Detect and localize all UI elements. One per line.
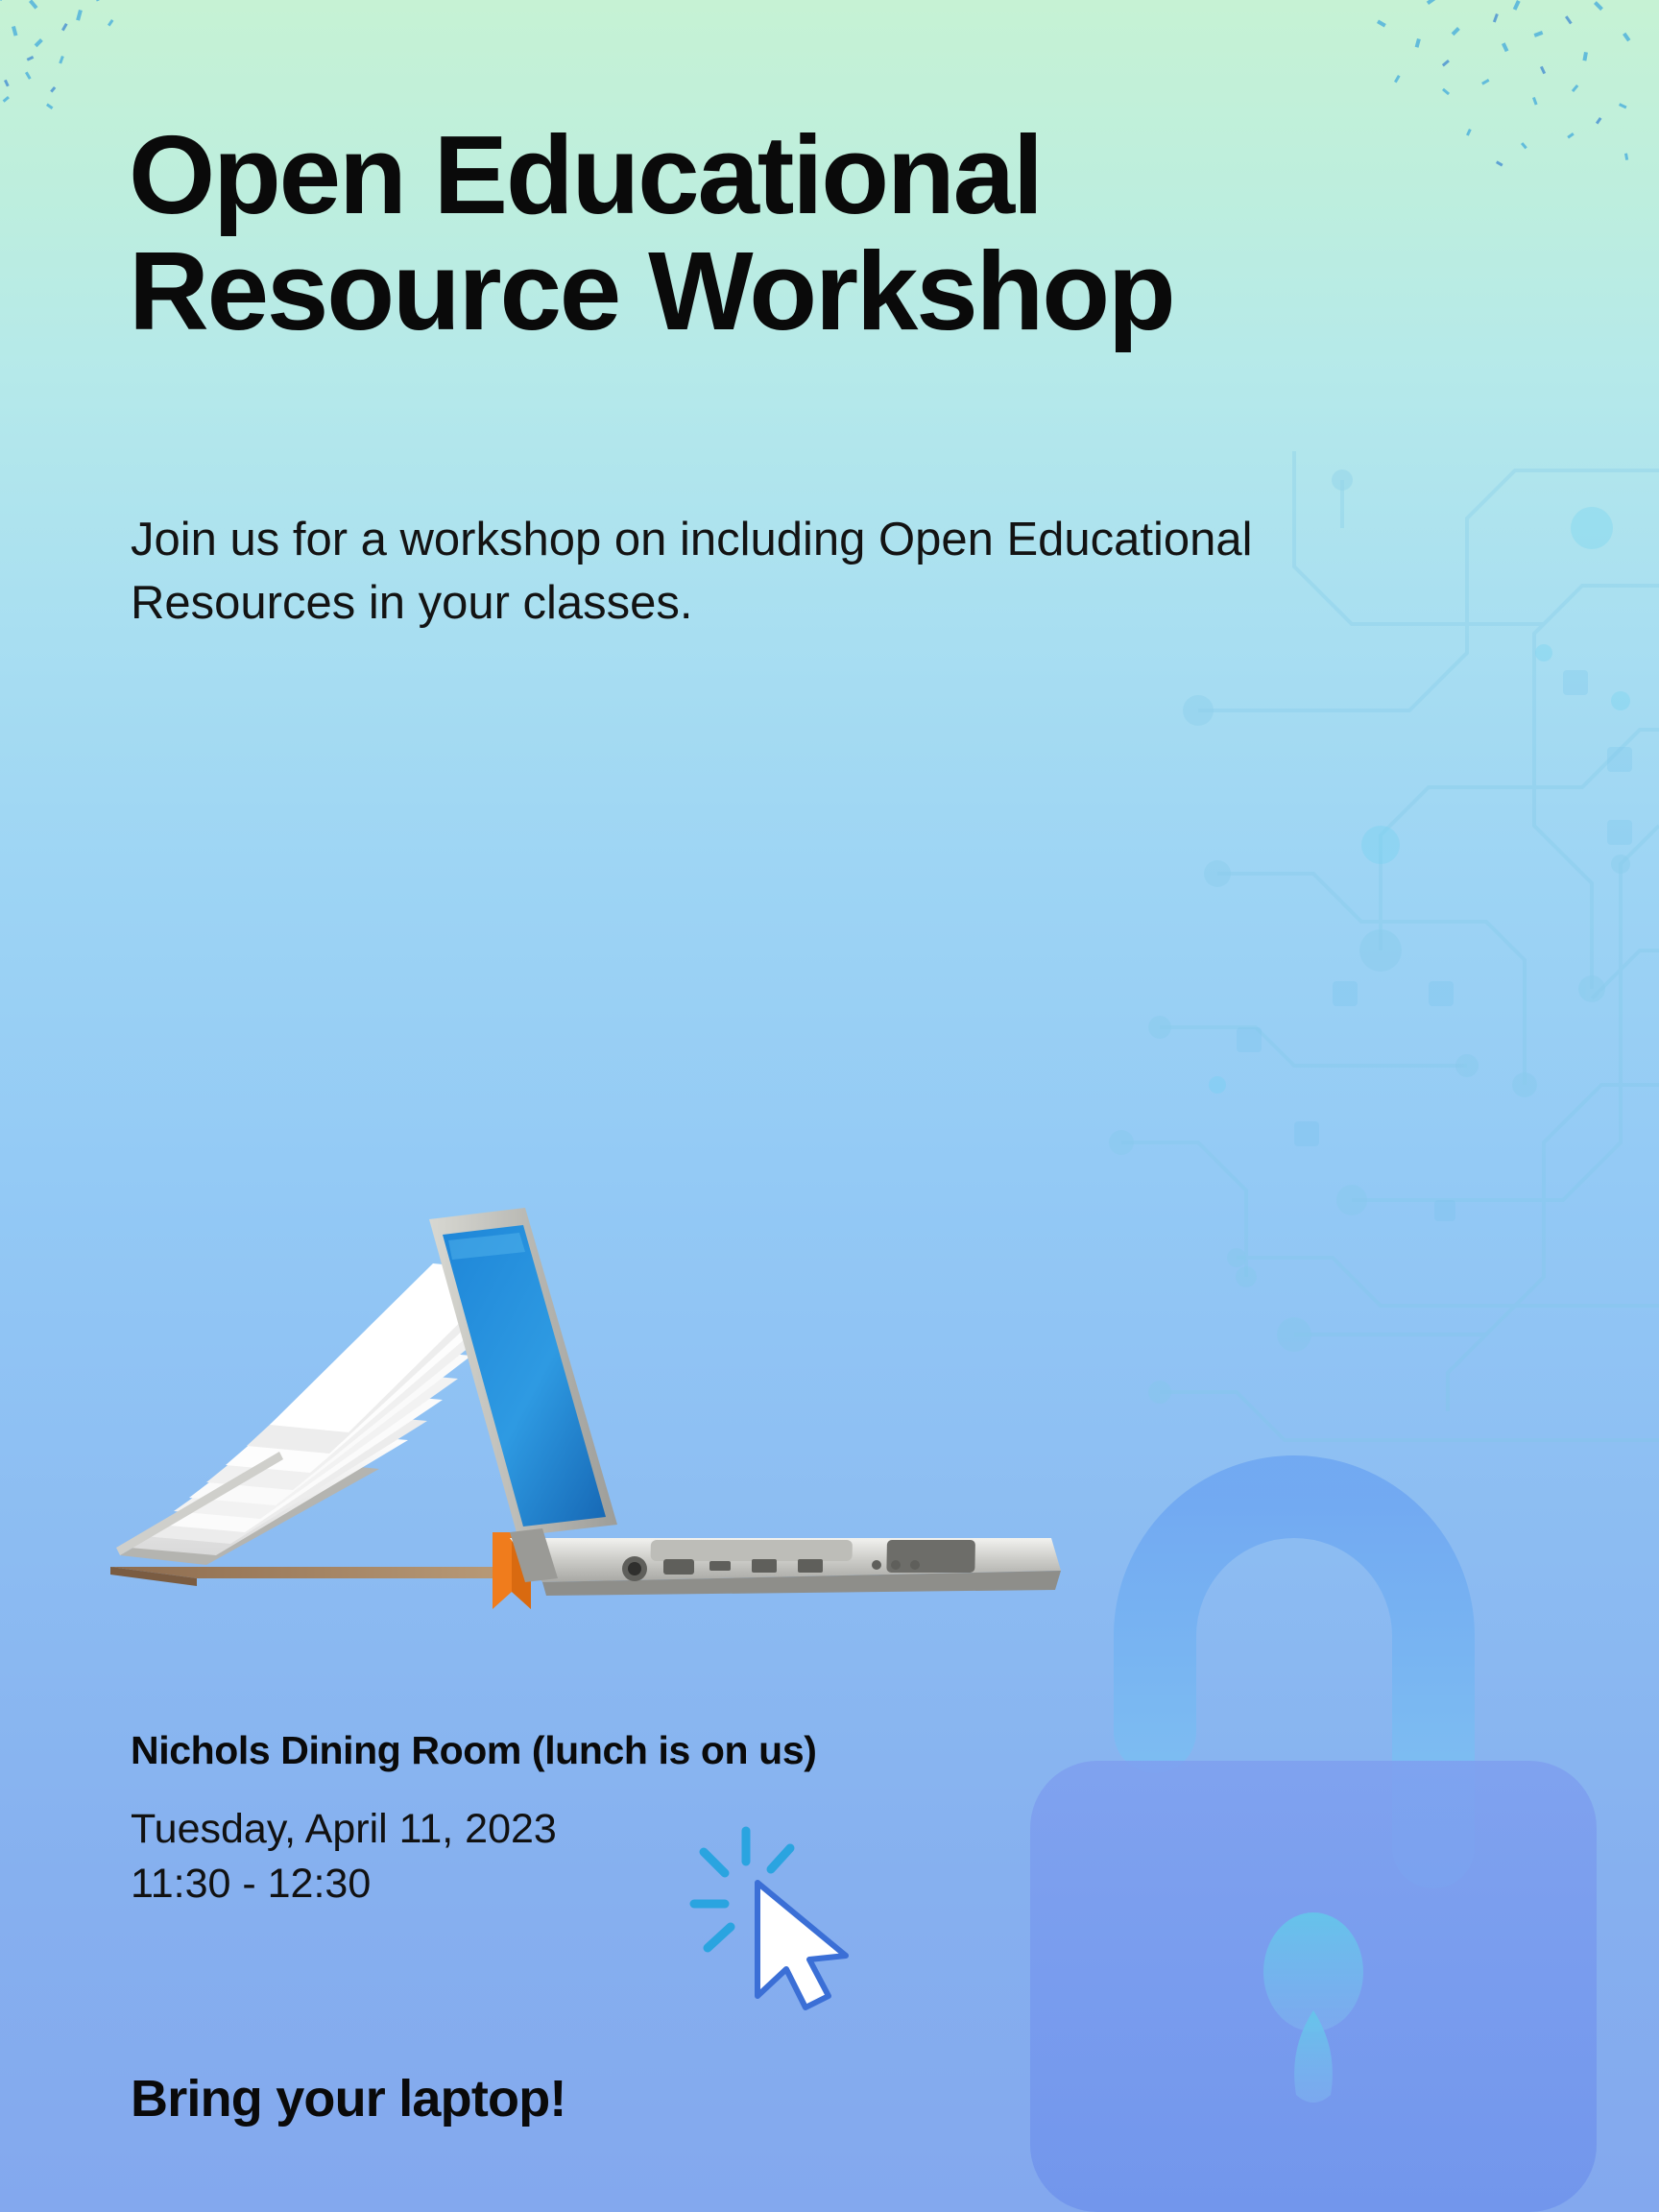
event-venue: Nichols Dining Room (lunch is on us) (131, 1728, 817, 1772)
event-datetime (131, 1802, 1187, 1911)
event-details (131, 1728, 1187, 1911)
call-to-action: Bring your laptop! (131, 2070, 566, 2128)
page-title-line-2: Resource Workshop (129, 228, 1174, 353)
event-date: Tuesday, April 11, 2023 (131, 1806, 557, 1852)
page-title (129, 112, 1550, 353)
open-book-laptop-illustration-icon (91, 1152, 1070, 1632)
page-title-line-1: Open Educational (129, 112, 1042, 237)
event-time: 11:30 - 12:30 (131, 1861, 372, 1908)
page-subtitle: Join us for a workshop on including Open Educational Resources in your classes. (131, 514, 1253, 629)
